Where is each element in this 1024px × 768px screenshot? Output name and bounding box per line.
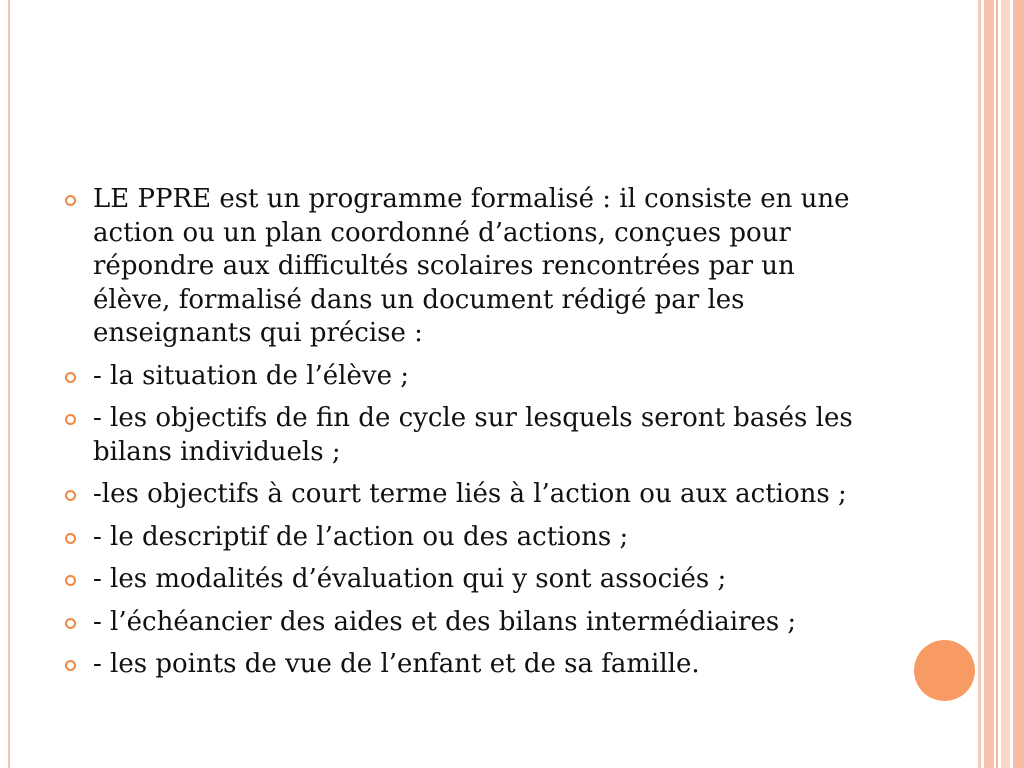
- right-decorative-stripe: [1013, 0, 1024, 768]
- bullet-ring-icon: [65, 414, 76, 425]
- bullet-ring-icon: [65, 372, 76, 383]
- bullet-ring-icon: [65, 195, 76, 206]
- right-decorative-stripe: [1001, 0, 1010, 768]
- bullet-text: LE PPRE est un programme formalisé : il consiste en une action ou un plan coordonné d’actions, conçues pour répondre aux difficultés scolaires rencontrées par un élève, formalisé dans un document rédigé par les enseignants qui précise :: [93, 184, 850, 348]
- bullet-ring-icon: [65, 660, 76, 671]
- bullet-ring-icon: [65, 575, 76, 586]
- bullet-text: - l’échéancier des aides et des bilans intermédiaires ;: [93, 606, 797, 637]
- bullet-item: [64, 478, 864, 512]
- bullet-text: - la situation de l’élève ;: [93, 360, 409, 391]
- bullet-item: [64, 183, 864, 351]
- bullet-item: [64, 648, 864, 682]
- bullet-item: [64, 360, 864, 394]
- right-decorative-stripe: [978, 0, 981, 768]
- left-border-line: [8, 0, 10, 768]
- bullet-ring-icon: [65, 490, 76, 501]
- bullet-item: [64, 606, 864, 640]
- bullet-item: [64, 563, 864, 597]
- bullet-text: - les objectifs de fin de cycle sur lesquels seront basés les bilans individuels ;: [93, 403, 853, 467]
- bullet-text: - le descriptif de l’action ou des actions ;: [93, 521, 629, 552]
- bullet-item: [64, 402, 864, 469]
- bullet-ring-icon: [65, 618, 76, 629]
- bullet-item: [64, 521, 864, 555]
- bullet-text: - les modalités d’évaluation qui y sont associés ;: [93, 564, 727, 594]
- right-decorative-stripe: [984, 0, 994, 768]
- bullet-text: -les objectifs à court terme liés à l’action ou aux actions ;: [93, 479, 847, 509]
- bullet-list: [64, 183, 864, 691]
- bullet-ring-icon: [65, 533, 76, 544]
- right-decorative-stripe: [996, 0, 998, 768]
- bullet-text: - les points de vue de l’enfant et de sa famille.: [93, 649, 700, 679]
- decorative-circle: [914, 640, 975, 701]
